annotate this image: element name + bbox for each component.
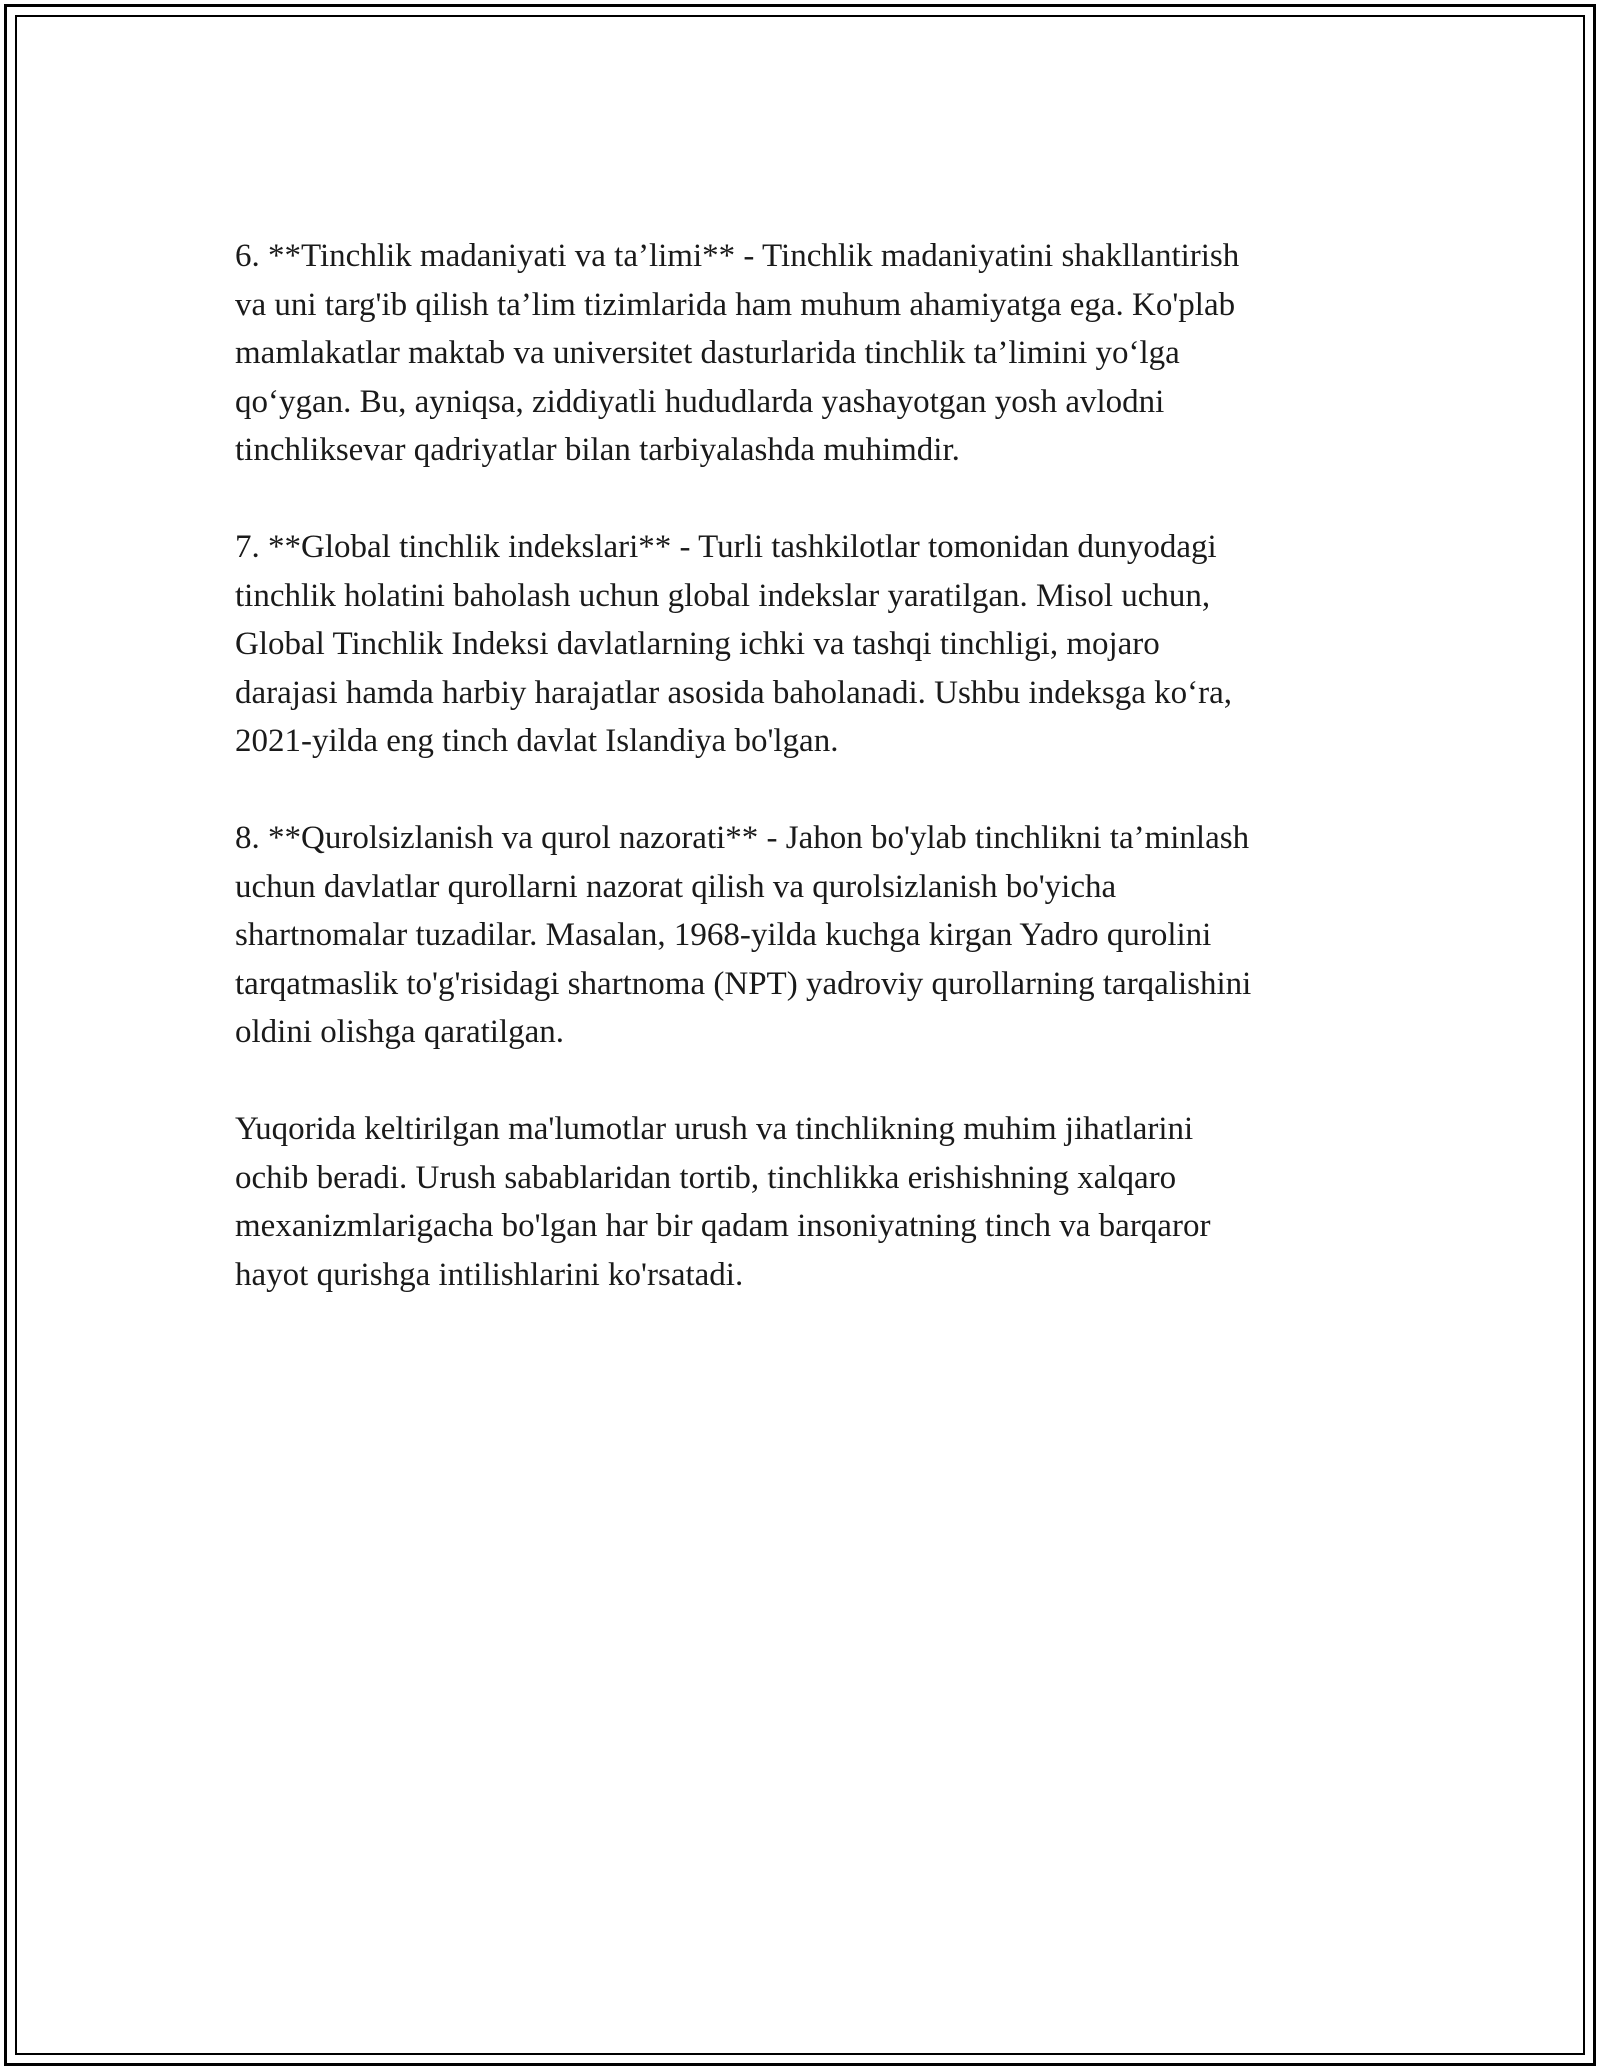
- text-line: 2021-yilda eng tinch davlat Islandiya bo'lgan.: [235, 723, 839, 759]
- text-line: mamlakatlar maktab va universitet dasturlarida tinchlik ta’limini yo‘lga: [235, 335, 1180, 371]
- text-line: 7. **Global tinchlik indekslari** - Turli tashkilotlar tomonidan dunyodagi: [235, 529, 1217, 565]
- text-line: Yuqorida keltirilgan ma'lumotlar urush va tinchlikning muhim jihatlarini: [235, 1111, 1194, 1147]
- text-line: tarqatmaslik to'g'risidagi shartnoma (NPT) yadroviy qurollarning tarqalishini: [235, 965, 1252, 1002]
- text-line: qo‘ygan. Bu, ayniqsa, ziddiyatli hududlarda yashayotgan yosh avlodni: [235, 383, 1165, 420]
- text-line: tinchlik holatini baholash uchun global indekslar yaratilgan. Misol uchun,: [235, 577, 1211, 614]
- text-line: shartnomalar tuzadilar. Masalan, 1968-yilda kuchga kirgan Yadro qurolini: [235, 917, 1212, 953]
- paragraph-disarmament-arms-control: [235, 814, 1385, 1057]
- text-line: uchun davlatlar qurollarni nazorat qilish va qurolsizlanish bo'yicha: [235, 868, 1117, 905]
- paragraph-global-peace-indexes: [235, 523, 1385, 766]
- text-line: oldini olishga qaratilgan.: [235, 1014, 565, 1050]
- text-line: va uni targ'ib qilish ta’lim tizimlarida ham muhum ahamiyatga ega. Ko'plab: [235, 286, 1236, 323]
- document-body: [235, 232, 1385, 1348]
- text-line: Global Tinchlik Indeksi davlatlarning ichki va tashqi tinchligi, mojaro: [235, 626, 1160, 662]
- paragraph-peace-culture-education: [235, 232, 1385, 475]
- text-line: ochib beradi. Urush sabablaridan tortib, tinchlikka erishishning xalqaro: [235, 1159, 1177, 1196]
- paragraph-conclusion: [235, 1105, 1385, 1299]
- text-line: 8. **Qurolsizlanish va qurol nazorati** - Jahon bo'ylab tinchlikni ta’minlash: [235, 820, 1250, 856]
- text-line: 6. **Tinchlik madaniyati va ta’limi** - Tinchlik madaniyatini shakllantirish: [235, 238, 1240, 274]
- text-line: darajasi hamda harbiy harajatlar asosida baholanadi. Ushbu indeksga ko‘ra,: [235, 674, 1232, 711]
- text-line: mexanizmlarigacha bo'lgan har bir qadam insoniyatning tinch va barqaror: [235, 1208, 1211, 1244]
- text-line: tinchliksevar qadriyatlar bilan tarbiyalashda muhimdir.: [235, 432, 960, 468]
- text-line: hayot qurishga intilishlarini ko'rsatadi.: [235, 1256, 744, 1293]
